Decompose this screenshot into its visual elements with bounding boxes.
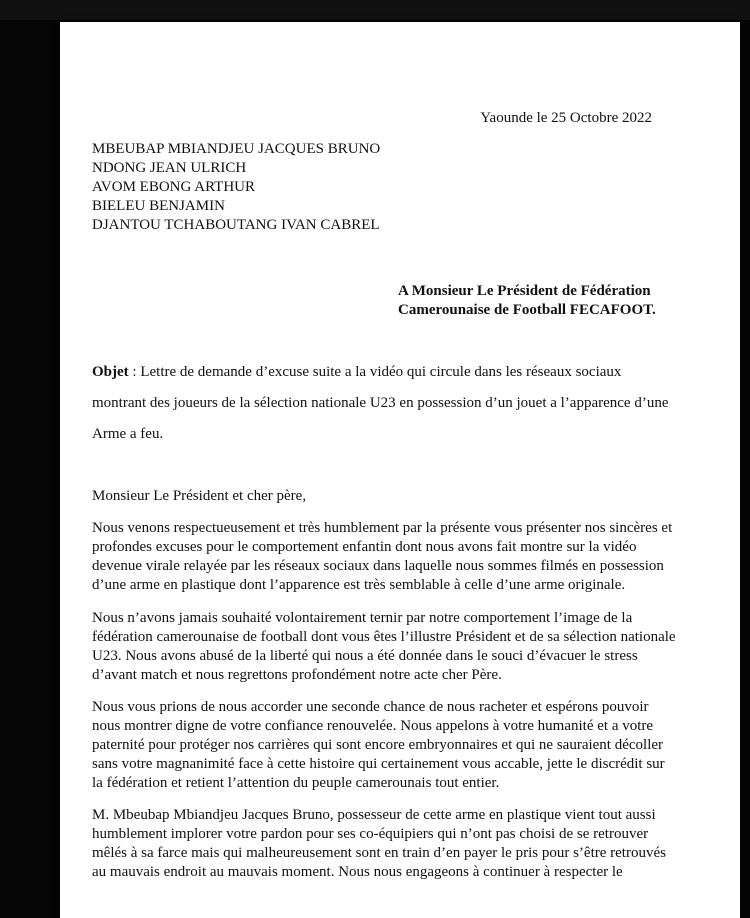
paragraph-line: d’avant match et nous regrettons profondément notre acte cher Père. <box>92 667 502 683</box>
salutation: Monsieur Le Président et cher père, <box>92 488 307 504</box>
paragraph-line: nous montrer digne de votre confiance renouvelée. Nous appelons à votre humanité et a votre <box>92 718 654 734</box>
subject-line: montrant des joueurs de la sélection nationale U23 en possession d’un jouet a l’apparence d’une <box>92 395 669 411</box>
paragraph-line: sans votre magnanimité face à cette histoire qui certainement vous accable, jette le discrédit sur <box>92 756 665 772</box>
sender-list <box>92 140 380 235</box>
paragraph-line: profondes excuses pour le comportement enfantin dont nous avons fait montre sur la vidéo <box>92 539 637 555</box>
paragraph-line: U23. Nous avons abusé de la liberté qui nous a été donnée dans le souci d’évacuer le stress <box>92 648 638 664</box>
paragraph-line: paternité pour protéger nos carrières qui sont encore embryonnaires et qui ne sauraient décoller <box>92 737 664 753</box>
paragraph-line: devenue virale relayée par les réseaux sociaux dans laquelle nous sommes filmés en possession <box>92 558 664 574</box>
recipient-block <box>398 282 656 320</box>
viewer-top-bar <box>0 0 750 20</box>
paragraph-line: mêlés à sa farce mais qui malheureusement sont en train d’en payer le pris pour s’être retrouvés <box>92 845 666 861</box>
paragraph-line: M. Mbeubap Mbiandjeu Jacques Bruno, possesseur de cette arme en plastique vient tout aussi <box>92 807 656 823</box>
paragraph-line: Nous n’avons jamais souhaité volontairement ternir par notre comportement l’image de la <box>92 610 633 626</box>
subject-label: Objet <box>92 364 129 380</box>
recipient-line: A Monsieur Le Président de Fédération <box>398 283 651 299</box>
sender-name: BIELEU BENJAMIN <box>92 198 225 214</box>
paragraph-line: d’une arme en plastique dont l’apparence est très semblable à celle d’une arme originale. <box>92 577 626 593</box>
sender-name: AVOM EBONG ARTHUR <box>92 179 256 195</box>
letter-date: Yaounde le 25 Octobre 2022 <box>480 110 652 126</box>
sender-name: DJANTOU TCHABOUTANG IVAN CABREL <box>92 217 380 233</box>
letter-page <box>60 22 740 918</box>
subject-line: Arme a feu. <box>92 426 164 442</box>
paragraph-line: la fédération et retient l’attention du peuple camerounais tout entier. <box>92 775 500 791</box>
sender-name: MBEUBAP MBIANDJEU JACQUES BRUNO <box>92 141 381 157</box>
body-paragraph <box>92 806 712 882</box>
paragraph-line: fédération camerounaise de football dont vous êtes l’illustre Président et de sa sélection nationale <box>92 629 676 645</box>
subject-line <box>92 363 702 394</box>
paragraph-line: Nous venons respectueusement et très humblement par la présente vous présenter nos sincères et <box>92 520 673 536</box>
sender-name: NDONG JEAN ULRICH <box>92 160 247 176</box>
subject-text: : Lettre de demande d’excuse suite a la vidéo qui circule dans les réseaux sociaux <box>128 364 622 380</box>
body-paragraph <box>92 698 712 793</box>
body-paragraph <box>92 519 712 595</box>
paragraph-line: humblement implorer votre pardon pour ses co-équipiers qui n’ont pas choisi de se retrouver <box>92 826 649 842</box>
paragraph-line: au mauvais endroit au mauvais moment. Nous nous engageons à continuer à respecter le <box>92 864 623 880</box>
subject-block <box>92 363 702 456</box>
recipient-line: Camerounaise de Football FECAFOOT. <box>398 302 656 318</box>
body-paragraph <box>92 609 712 685</box>
paragraph-line: Nous vous prions de nous accorder une seconde chance de nous racheter et espérons pouvoir <box>92 699 649 715</box>
